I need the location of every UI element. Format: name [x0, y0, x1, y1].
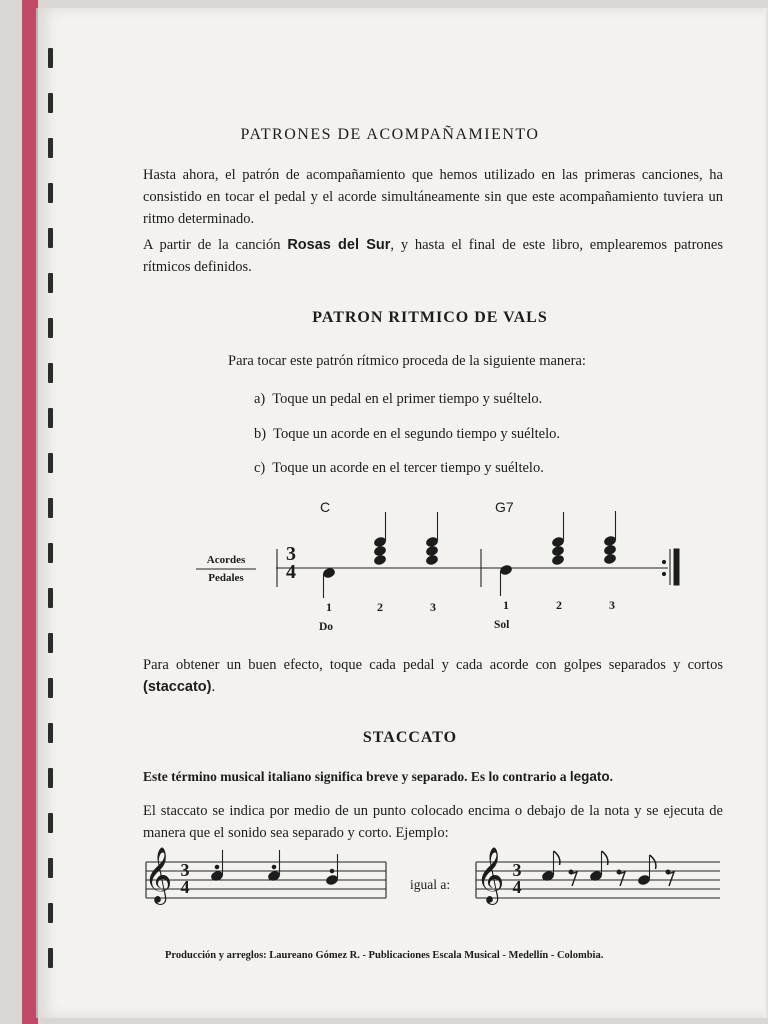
staccato-note — [325, 854, 338, 886]
intro-2-after: , y hasta el final de este libro, emplearemos patrones rítmicos definidos. — [143, 237, 723, 275]
effect-after: . — [211, 679, 216, 695]
pedal-note-label-do: Do — [319, 621, 334, 633]
chord-note — [603, 553, 616, 564]
pedal-note — [322, 567, 335, 578]
repeat-dot — [662, 560, 665, 563]
eighth-rest — [617, 870, 625, 886]
heading-acompanamiento: PATRONES DE ACOMPAÑAMIENTO — [240, 126, 540, 143]
chord-label-c: C — [320, 499, 331, 515]
chord-note — [373, 536, 386, 547]
chord-note — [603, 535, 616, 546]
staccato-note — [267, 850, 280, 882]
song-name: Rosas del Sur — [287, 237, 391, 253]
footer-credits: Producción y arreglos: Laureano Gómez R. - Publicaciones Escala Musical - Medellín - Colombia. — [165, 950, 604, 961]
definition-after: . — [609, 769, 613, 784]
chord-note — [373, 554, 386, 565]
beat-number: 3 — [609, 598, 615, 612]
effect-emphasis: (staccato) — [143, 679, 212, 695]
step-marker: b) — [254, 426, 267, 442]
chord-note — [425, 536, 438, 547]
staccato-note — [210, 850, 223, 882]
end-barline-thick — [674, 549, 679, 585]
eighth-rest — [569, 870, 577, 886]
beat-number: 3 — [430, 600, 436, 614]
intro-2-before: A partir de la canción — [143, 237, 288, 253]
staccato-explanation: El staccato se indica por medio de un punto colocado encima o debajo de la nota y se ejecuta de manera que el sonido sea separado y corto. Ejemplo: — [143, 803, 723, 841]
time-sig-top: 3 — [180, 860, 190, 880]
time-sig-top: 3 — [286, 543, 296, 565]
chord-note — [551, 545, 564, 556]
step-marker: c) — [254, 460, 266, 476]
chord-note — [373, 545, 386, 556]
eighth-note — [541, 851, 559, 882]
beat-number: 1 — [503, 598, 509, 612]
example-time-signature-2 — [511, 862, 523, 896]
rhythm-time-signature — [284, 545, 298, 581]
example-time-signature — [179, 862, 191, 896]
row-label-acordes: Acordes — [206, 554, 246, 566]
eighth-rest — [666, 870, 674, 886]
effect-paragraph — [143, 654, 723, 698]
chord-note — [425, 554, 438, 565]
heading-vals: PATRON RITMICO DE VALS — [312, 309, 548, 326]
time-sig-top: 3 — [512, 860, 522, 880]
staccato-definition — [143, 766, 733, 788]
equals-label: igual a: — [410, 877, 451, 892]
chord-note — [603, 544, 616, 555]
beat-number: 2 — [556, 598, 562, 612]
time-sig-bottom: 4 — [286, 561, 296, 583]
treble-clef-icon: 𝄞 — [476, 849, 505, 902]
definition-emphasis: legato — [569, 769, 610, 784]
step-marker: a) — [254, 391, 266, 407]
step-text: Toque un acorde en el tercer tiempo y suéltelo. — [272, 460, 544, 476]
step-text: Toque un acorde en el segundo tiempo y suéltelo. — [273, 426, 560, 442]
time-sig-bottom: 4 — [180, 877, 190, 897]
chord-note — [425, 545, 438, 556]
chord-note — [551, 554, 564, 565]
heading-staccato: STACCATO — [362, 729, 458, 746]
pedal-note — [499, 564, 512, 575]
definition-before: Este término musical italiano significa breve y separado. Es lo contrario a — [143, 769, 570, 784]
pedal-note-label-sol: Sol — [494, 619, 510, 631]
step-text: Toque un pedal en el primer tiempo y suéltelo. — [272, 391, 543, 407]
chord-note — [551, 536, 564, 547]
repeat-dot — [662, 572, 665, 575]
treble-clef-icon: 𝄞 — [144, 849, 173, 902]
beat-number: 2 — [377, 600, 383, 614]
effect-before: Para obtener un buen efecto, toque cada pedal y cada acorde con golpes separados y cortos — [143, 657, 723, 673]
eighth-note — [589, 851, 607, 882]
row-label-pedales: Pedales — [208, 572, 244, 584]
chord-label-g7: G7 — [495, 499, 514, 515]
beat-number: 1 — [326, 600, 332, 614]
intro-paragraph-1: Hasta ahora, el patrón de acompañamiento que hemos utilizado en las primeras canciones, ha consistido en tocar el pedal y el acorde simultáneamente sin que este acompañamiento tuviera un ritmo determinado. — [143, 167, 723, 227]
time-sig-bottom: 4 — [512, 877, 522, 897]
eighth-note — [637, 855, 655, 886]
waltz-instruction: Para tocar este patrón rítmico proceda de la siguiente manera: — [228, 353, 586, 369]
